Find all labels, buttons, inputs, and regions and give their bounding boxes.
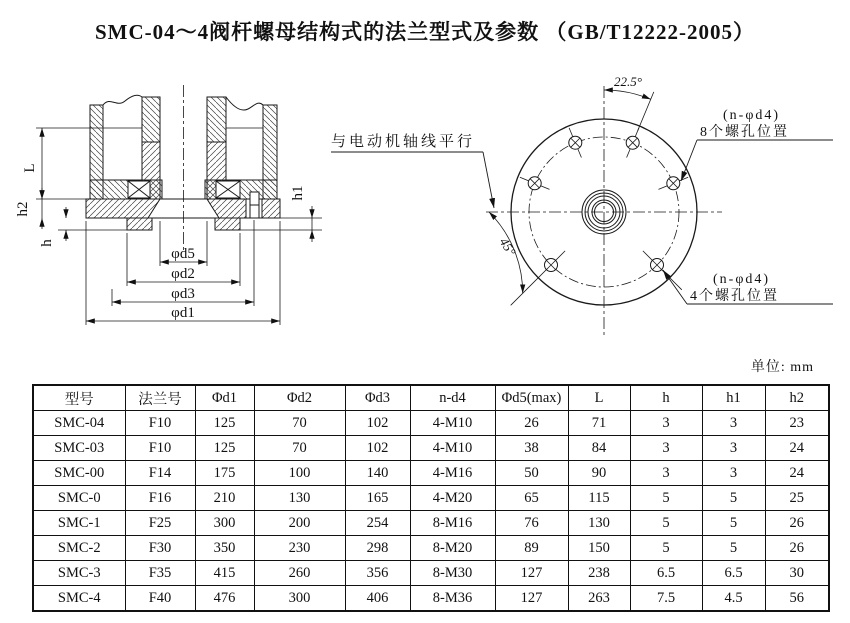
section-view: [36, 85, 280, 252]
motor-axis-leader: [483, 152, 494, 208]
table-row: [33, 411, 829, 436]
page-title: SMC-04～4阀杆螺母结构式的法兰型式及参数 （GB/T12222-2005）: [94, 20, 756, 44]
motor-axis-note: 与电动机轴线平行: [331, 134, 476, 150]
table-cell: 230: [254, 536, 345, 561]
table-cell: 175: [195, 461, 254, 486]
table-cell: F40: [125, 586, 195, 612]
table-cell: 3: [630, 411, 702, 436]
table-cell: F35: [125, 561, 195, 586]
table-cell: 71: [568, 411, 630, 436]
table-row: [33, 461, 829, 486]
table-cell: 5: [630, 511, 702, 536]
table-cell: 140: [345, 461, 410, 486]
column-header: h2: [765, 385, 829, 411]
dim-label-d5: φd5: [171, 246, 195, 262]
break-line-right: [226, 97, 263, 110]
table-cell: 3: [630, 436, 702, 461]
table-cell: 350: [195, 536, 254, 561]
angle-dim-225: [604, 90, 654, 131]
table-cell: 5: [702, 536, 765, 561]
table-cell: SMC-2: [33, 536, 125, 561]
table-cell: 102: [345, 411, 410, 436]
holes8-label-1: (n-φd4): [723, 108, 781, 123]
table-cell: 406: [345, 586, 410, 612]
table-cell: 260: [254, 561, 345, 586]
dim-label-h1: h1: [290, 185, 306, 201]
dim-label-d1: φd1: [171, 305, 195, 321]
table-body: [33, 411, 829, 612]
bearing-block-left: [128, 181, 150, 198]
column-header: Φd2: [254, 385, 345, 411]
table-cell: F30: [125, 536, 195, 561]
section-lip-right: [215, 218, 240, 230]
table-cell: 8-M16: [410, 511, 495, 536]
table-cell: 4-M20: [410, 486, 495, 511]
dim-label-L: L: [22, 163, 38, 173]
table-cell: 5: [630, 486, 702, 511]
table-cell: 38: [495, 436, 568, 461]
table-cell: 130: [254, 486, 345, 511]
table-cell: F10: [125, 411, 195, 436]
table-cell: 6.5: [702, 561, 765, 586]
bolt-hole: [528, 177, 541, 190]
column-header: Φd1: [195, 385, 254, 411]
table-cell: 150: [568, 536, 630, 561]
table-row: [33, 561, 829, 586]
table-cell: 23: [765, 411, 829, 436]
table-cell: 26: [495, 411, 568, 436]
table-cell: 165: [345, 486, 410, 511]
table-row: [33, 586, 829, 612]
column-header: n-d4: [410, 385, 495, 411]
bearing-block-right: [216, 181, 240, 198]
section-bushing-left: [142, 97, 160, 142]
table-cell: SMC-04: [33, 411, 125, 436]
holes8-label-2: 8个螺孔位置: [700, 125, 789, 140]
table-cell: 6.5: [630, 561, 702, 586]
table-cell: 70: [254, 436, 345, 461]
holes4-label-2: 4个螺孔位置: [690, 289, 779, 304]
column-header: h: [630, 385, 702, 411]
table-cell: 89: [495, 536, 568, 561]
table-row: [33, 536, 829, 561]
section-bushing-right: [207, 97, 226, 142]
table-cell: 238: [568, 561, 630, 586]
dim-label-d2: φd2: [171, 266, 195, 282]
holes4-leader: [663, 270, 687, 304]
table-cell: 300: [254, 586, 345, 612]
table-cell: 102: [345, 436, 410, 461]
column-header: Φd3: [345, 385, 410, 411]
angle-label-225: 22.5°: [614, 74, 642, 89]
table-cell: 84: [568, 436, 630, 461]
table-header-row: [33, 385, 829, 411]
table-cell: 65: [495, 486, 568, 511]
dim-label-h2: h2: [15, 201, 31, 217]
table-cell: 24: [765, 461, 829, 486]
table-cell: 76: [495, 511, 568, 536]
column-header: L: [568, 385, 630, 411]
table-cell: F25: [125, 511, 195, 536]
table-cell: 356: [345, 561, 410, 586]
table-row: [33, 511, 829, 536]
bolt-hole: [651, 259, 664, 272]
table-cell: 210: [195, 486, 254, 511]
table-cell: 415: [195, 561, 254, 586]
holes4-label-1: (n-φd4): [713, 272, 771, 287]
table-cell: 100: [254, 461, 345, 486]
table-cell: SMC-4: [33, 586, 125, 612]
bolt-hole: [667, 177, 680, 190]
bolt-hole: [626, 136, 639, 149]
table-cell: F16: [125, 486, 195, 511]
section-lip-left: [127, 218, 152, 230]
table-cell: 24: [765, 436, 829, 461]
flange-parameters-table: [32, 384, 830, 612]
angle-label-45: 45°: [496, 234, 519, 259]
column-header: 法兰号: [125, 385, 195, 411]
table-cell: 127: [495, 561, 568, 586]
table-head: [33, 385, 829, 411]
table-cell: 26: [765, 511, 829, 536]
table-cell: SMC-3: [33, 561, 125, 586]
table-cell: F10: [125, 436, 195, 461]
table-cell: 3: [630, 461, 702, 486]
table-cell: 5: [702, 486, 765, 511]
dim-label-h: h: [39, 239, 55, 247]
bolt-hole: [569, 136, 582, 149]
table-cell: SMC-0: [33, 486, 125, 511]
table-cell: 4-M16: [410, 461, 495, 486]
table-cell: SMC-00: [33, 461, 125, 486]
table-cell: 300: [195, 511, 254, 536]
table-cell: 3: [702, 461, 765, 486]
table-cell: 4-M10: [410, 411, 495, 436]
table-cell: 3: [702, 411, 765, 436]
table-cell: 476: [195, 586, 254, 612]
table-cell: 56: [765, 586, 829, 612]
table-cell: 5: [702, 511, 765, 536]
table-cell: 115: [568, 486, 630, 511]
table-cell: 8-M20: [410, 536, 495, 561]
table-cell: 125: [195, 411, 254, 436]
table-cell: 3: [702, 436, 765, 461]
table-cell: 125: [195, 436, 254, 461]
table-cell: 50: [495, 461, 568, 486]
dim-label-d3: φd3: [171, 286, 195, 302]
table-cell: 263: [568, 586, 630, 612]
table-cell: 30: [765, 561, 829, 586]
table-cell: 4-M10: [410, 436, 495, 461]
table-row: [33, 486, 829, 511]
table-row: [33, 436, 829, 461]
table-cell: 127: [495, 586, 568, 612]
table-cell: 4.5: [702, 586, 765, 612]
table-cell: SMC-1: [33, 511, 125, 536]
table-cell: 8-M30: [410, 561, 495, 586]
unit-note: 单位: mm: [750, 360, 814, 375]
table-cell: 7.5: [630, 586, 702, 612]
bolt-hole: [545, 259, 558, 272]
table-cell: 26: [765, 536, 829, 561]
table-cell: 5: [630, 536, 702, 561]
table-cell: 298: [345, 536, 410, 561]
column-header: h1: [702, 385, 765, 411]
bolt-holes: [511, 128, 688, 305]
table-cell: 90: [568, 461, 630, 486]
table-cell: 8-M36: [410, 586, 495, 612]
table-cell: 254: [345, 511, 410, 536]
column-header: Φd5(max): [495, 385, 568, 411]
table-cell: SMC-03: [33, 436, 125, 461]
break-line-left: [103, 95, 142, 105]
table-cell: 130: [568, 511, 630, 536]
table-cell: 70: [254, 411, 345, 436]
table-cell: 25: [765, 486, 829, 511]
table-cell: F14: [125, 461, 195, 486]
column-header: 型号: [33, 385, 125, 411]
table-cell: 200: [254, 511, 345, 536]
